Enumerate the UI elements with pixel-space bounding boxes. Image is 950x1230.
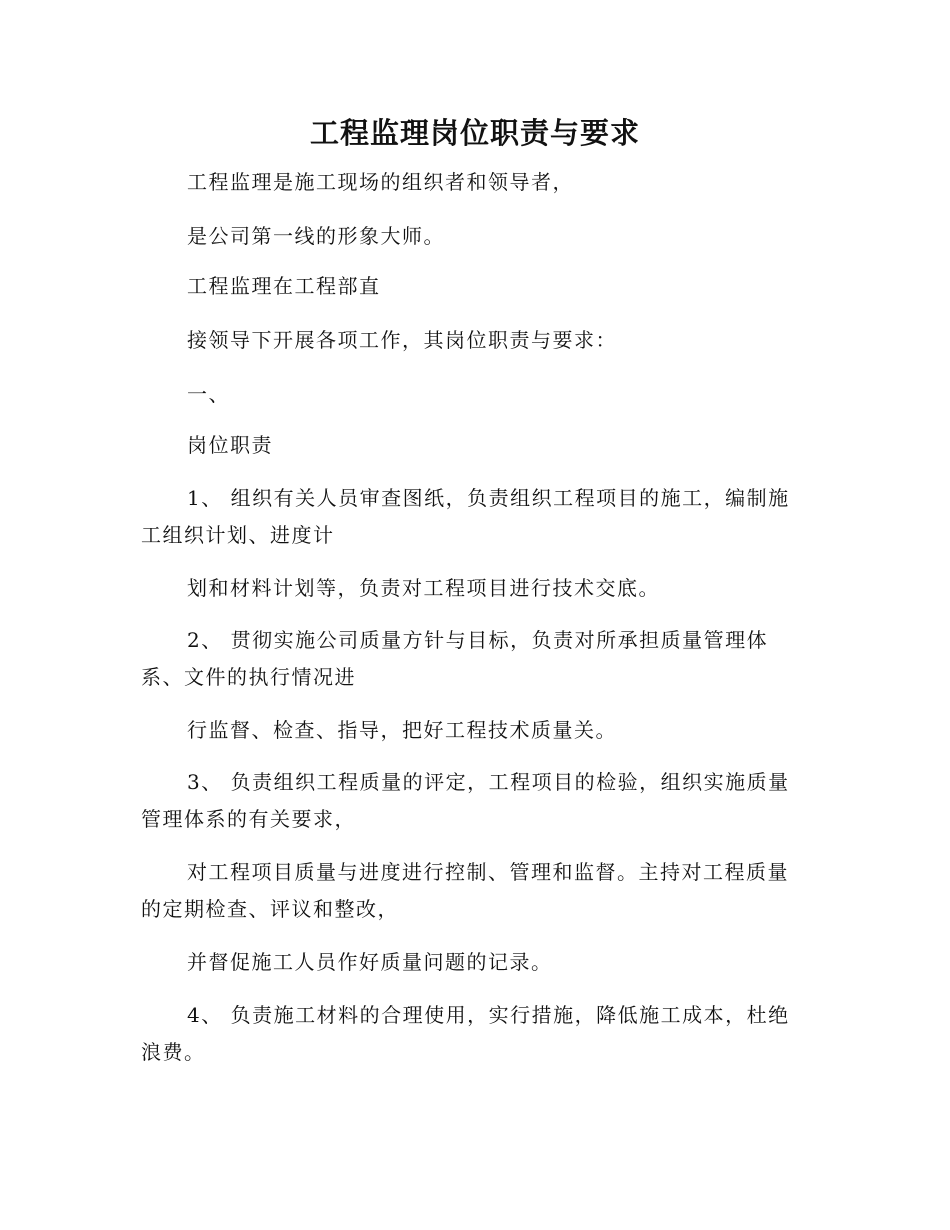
duty-item-3-continued: 对工程项目质量与进度进行控制、管理和监督。主持对工程质量的定期检查、评议和整改， [141,860,789,921]
paragraph-intro-3: 工程监理在工程部直 [187,274,381,298]
paragraph-intro-1: 工程监理是施工现场的组织者和领导者， [187,170,574,194]
duty-item-4: 4、 负责施工材料的合理使用，实行措施，降低施工成本，杜绝浪费。 [141,1003,790,1064]
section-heading: 岗位职责 [187,433,273,457]
duty-item-2-continued: 行监督、检查、指导，把好工程技术质量关。 [187,718,617,742]
paragraph-intro-4: 接领导下开展各项工作，其岗位职责与要求： [187,328,617,352]
duty-item-3: 3、 负责组织工程质量的评定，工程项目的检验，组织实施质量管理体系的有关要求， [141,770,790,831]
section-number: 一、 [187,382,230,406]
duty-item-1: 1、 组织有关人员审查图纸，负责组织工程项目的施工，编制施工组织计划、进度计 [141,486,790,547]
document-title: 工程监理岗位职责与要求 [309,116,640,150]
duty-item-2: 2、 贯彻实施公司质量方针与目标，负责对所承担质量管理体系、文件的执行情况进 [141,628,769,689]
duty-item-3-continued-2: 并督促施工人员作好质量问题的记录。 [187,950,553,974]
duty-item-1-continued: 划和材料计划等，负责对工程项目进行技术交底。 [187,576,660,600]
paragraph-intro-2: 是公司第一线的形象大师。 [187,224,445,248]
